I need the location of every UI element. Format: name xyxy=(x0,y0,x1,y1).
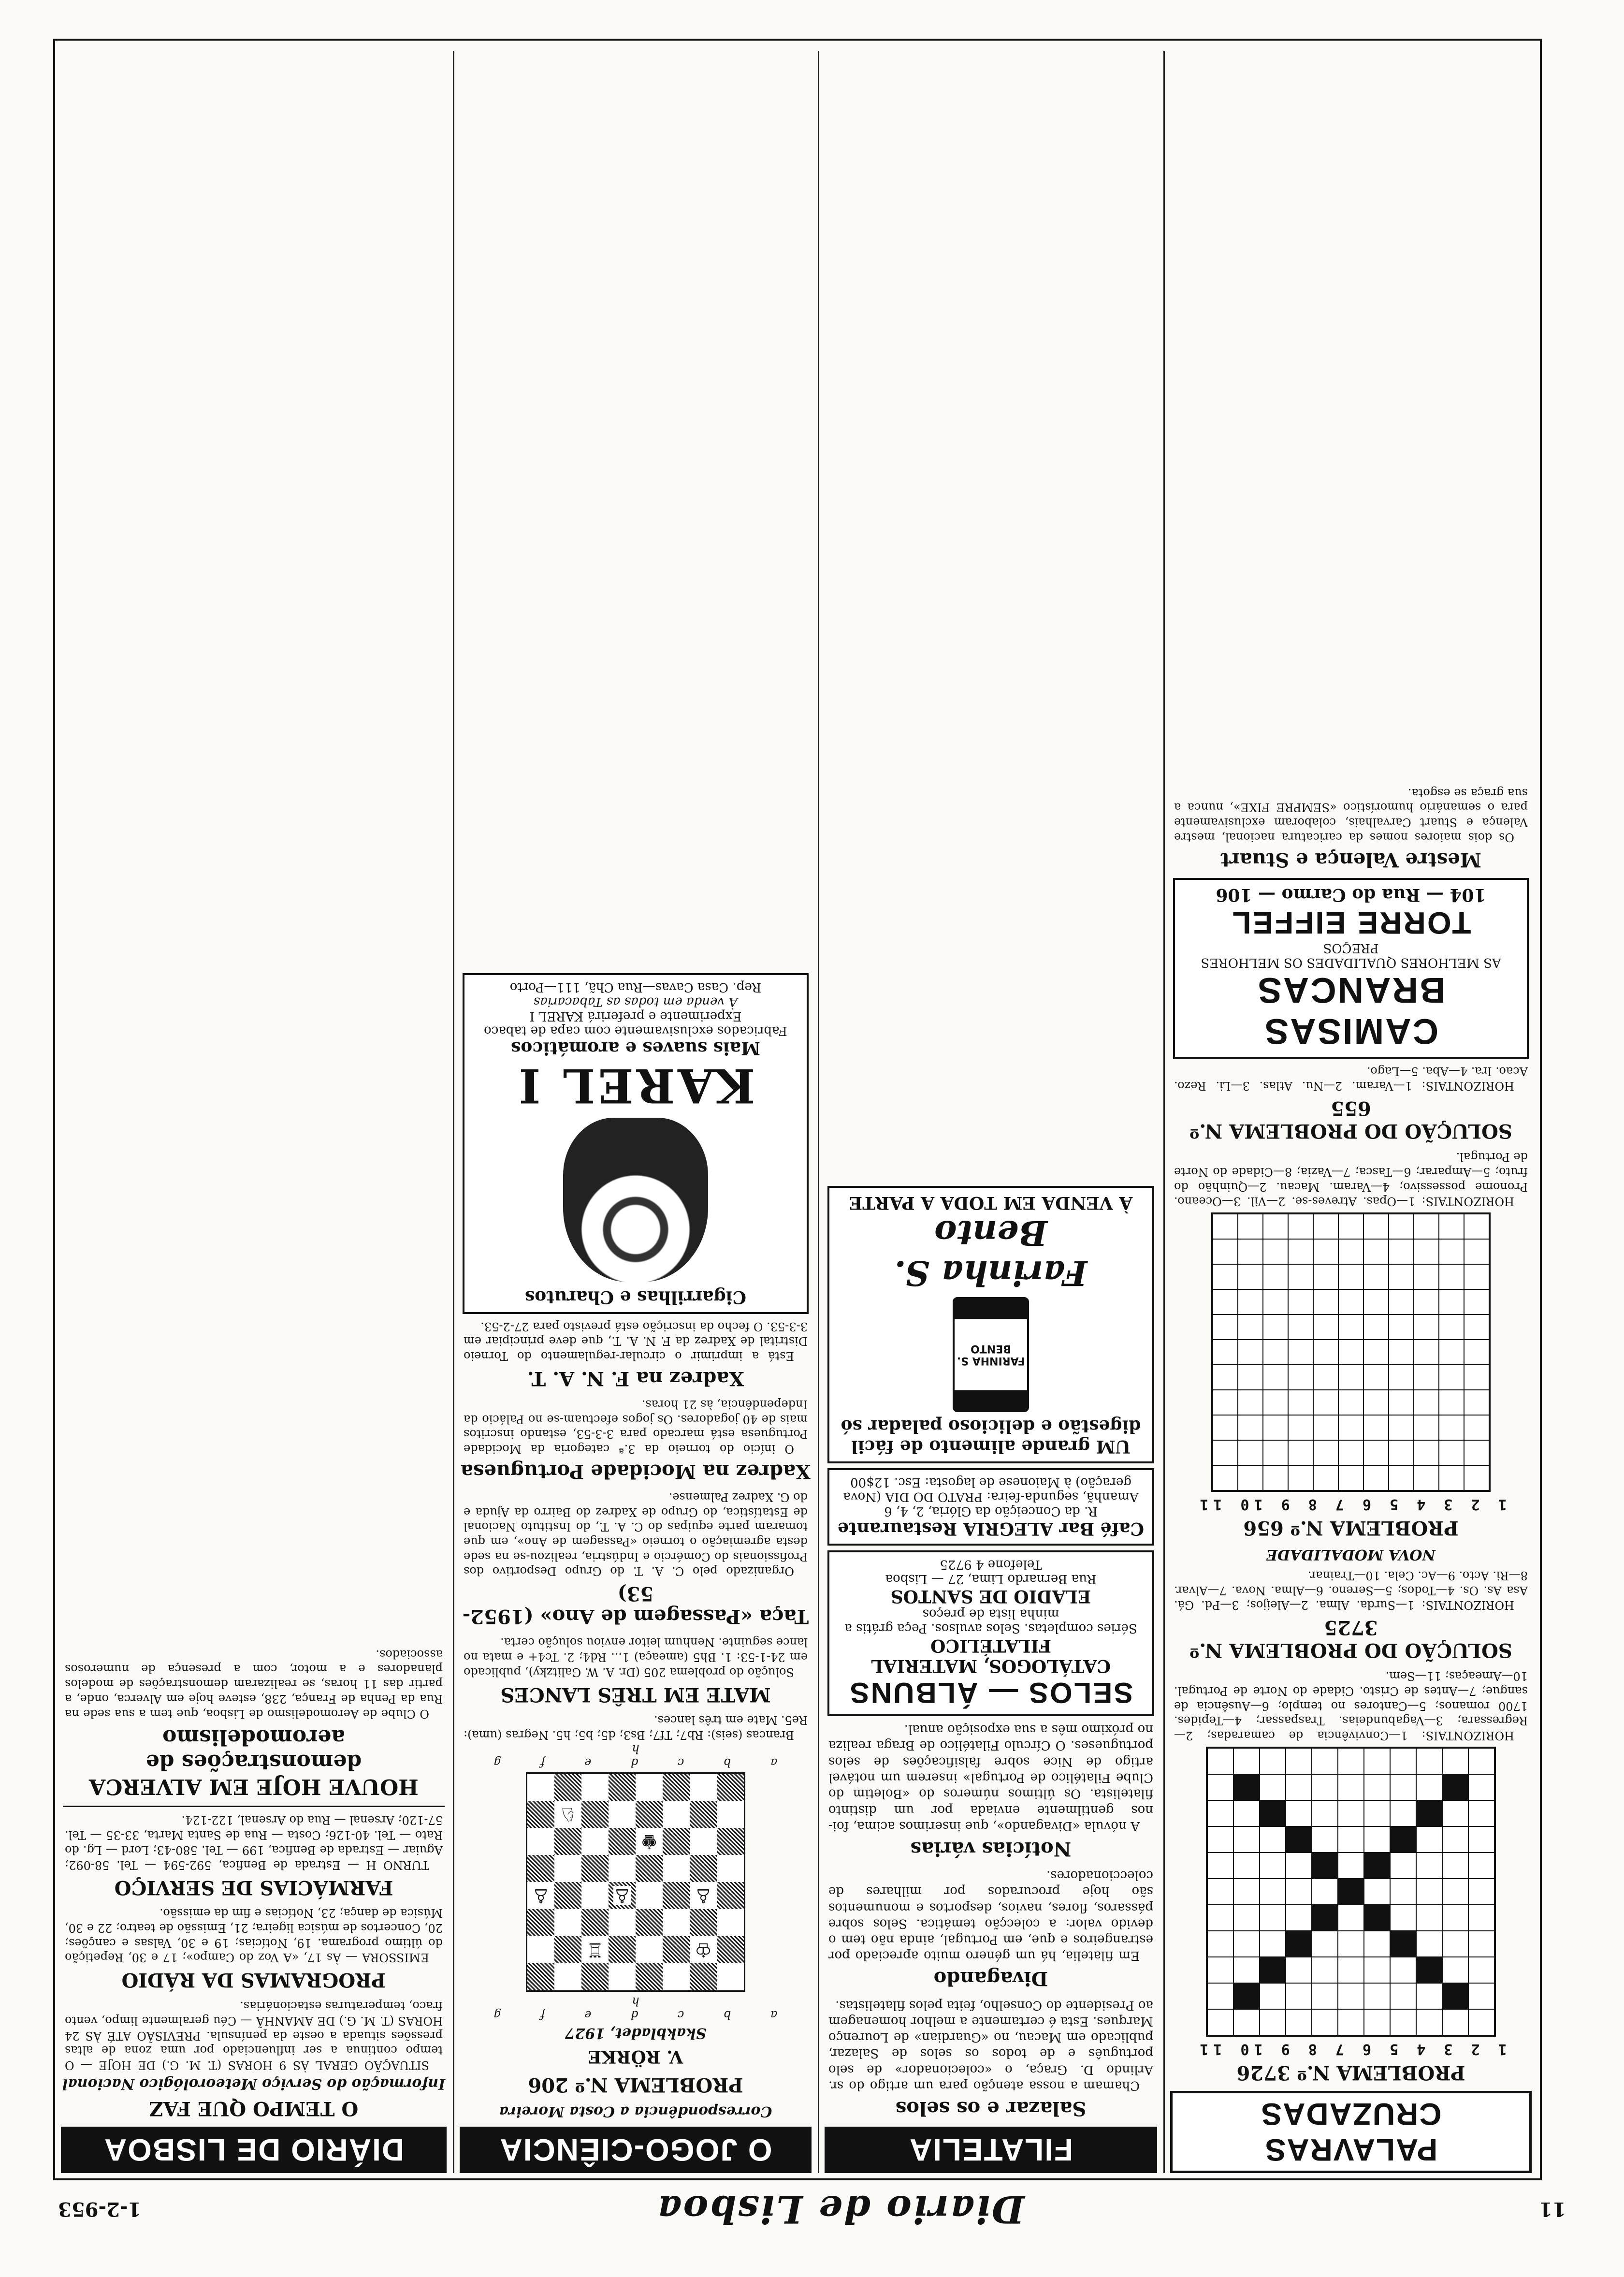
chess-square xyxy=(717,1936,744,1963)
chess-square xyxy=(581,1963,609,1990)
jogo-correspondence: Correspondência a Costa Moreira xyxy=(499,2103,772,2120)
filatelia-title: FILATELIA xyxy=(825,2127,1157,2173)
board-files-bottom: a b c d e f g h xyxy=(476,1742,778,1769)
chess-square xyxy=(717,1828,744,1855)
karel-portrait-icon xyxy=(563,1118,708,1282)
chess-square xyxy=(690,1855,717,1882)
chess-square xyxy=(581,1855,609,1882)
chess-source: Skakbladet, 1927 xyxy=(565,2025,707,2042)
chess-square xyxy=(690,1828,717,1855)
page-date: 1-2-953 xyxy=(58,2198,142,2221)
chess-square xyxy=(554,1936,581,1963)
chess-board xyxy=(526,1772,745,1992)
chess-square xyxy=(636,1963,663,1990)
chess-square xyxy=(554,1855,581,1882)
chess-problem-title: PROBLEMA N.º 206 xyxy=(528,2073,743,2096)
chess-square xyxy=(581,1774,609,1801)
chess-square xyxy=(663,1909,690,1936)
farmacias-head: FARMÁCIAS DE SERVIÇO xyxy=(114,1876,393,1899)
chess-square xyxy=(554,1909,581,1936)
chess-square xyxy=(527,1963,554,1990)
tempo-text: SITUAÇÃO GERAL ÀS 9 HORAS (T. M. G.) DE HOJE — O tempo continua a ser influenciado por uma zona de altas pressões situada a oeste da península. PREVISÃO ATÉ ÀS 24 HORAS (T. M. G.) DE AMANHÃ — Céu geralmente limpo, vento fraco, temperaturas estacionárias. xyxy=(65,1999,443,2072)
chess-square xyxy=(717,1882,744,1909)
farinha-can-icon xyxy=(953,1297,1029,1412)
alegria-ad xyxy=(827,1468,1154,1546)
chess-square xyxy=(636,1801,663,1828)
column-diario xyxy=(58,51,450,2173)
filatelia-art1-text: Chamam a nossa atenção para um artigo do sr. Arlindo D. Graça, o «colecionador» de selo português e de todos os selos de Salazar, publicado em Macau, no «Guardian» de Lourenço Marques. Esta é certamente a melhor homenagem ao Presidente do Conselho, feita pelos filatelistas. xyxy=(828,1998,1153,2093)
camisas-subtitle: AS MELHORES QUALIDADES OS MELHORES PREÇOS xyxy=(1201,940,1501,970)
chess-square xyxy=(636,1909,663,1936)
chess-square xyxy=(609,1963,636,1990)
column-rule-1 xyxy=(1163,51,1165,2173)
farmacias-text: TURNO H — Estrada de Benfica, 592-594 — Tel. 58-092; Aguiar — Estrada de Benfica, 199 — Tel. 580-43; Lord — Lg. do Rato — Tel. 40-126; Costa — Rua de Santa Marta, 33-35 — Tel. 57-120; Arsenal — Rua do Arsenal, 122-124. xyxy=(65,1813,443,1872)
solution-655-text: HORIZONTAIS: 1—Varam. 2—Nu. Atlas. 3—Li. Rezo. Acao. Ira. 4—Aba. 5—Lago. xyxy=(1174,1064,1528,1093)
karel-note: Fabricados exclusivamente com capa de tabaco xyxy=(484,1023,787,1038)
paper-name: Diario de Lisboa xyxy=(656,2187,1025,2232)
chess-square xyxy=(554,1882,581,1909)
chess-square xyxy=(690,1963,717,1990)
chess-square xyxy=(609,1774,636,1801)
divider xyxy=(63,1806,445,1807)
chess-square xyxy=(690,1936,717,1963)
chess-square xyxy=(717,1909,744,1936)
page-number: 11 xyxy=(1539,2198,1566,2221)
fnat-head: Xadrez na F. N. A. T. xyxy=(527,1367,744,1390)
chess-square xyxy=(527,1855,554,1882)
chess-square xyxy=(690,1882,717,1909)
farinha-can-label: FARINHA S. BENTO xyxy=(957,1342,1025,1367)
horizontais-656: HORIZONTAIS: 1—Opas. Atreves-se. 2—Vil. 3—Oceano. Pronome possessivo; 4—Varam. Macau. 2—Quinhão do fruto; 5—Amparar; 6—Tasca; 7—Vazia; 8—Cidade do Norte de Portugal. xyxy=(1174,1150,1528,1209)
chess-square xyxy=(581,1882,609,1909)
valenca-headline: Mestre Valença e Stuart xyxy=(1220,848,1481,871)
problem-656-title: PROBLEMA N.º 656 xyxy=(1243,1517,1459,1540)
karel-sub: Mais suaves e aromáticos xyxy=(511,1038,760,1059)
chess-square xyxy=(554,1801,581,1828)
karel-ad xyxy=(463,973,809,1314)
chess-square xyxy=(663,1936,690,1963)
mocidade-text: O início do torneio da 3.ª categoria da Mocidade Portuguesa está marcado para 3-3-53, estando inscritos mais de 40 jogadores. Os jogos efectuam-se no Palácio da Independência, às 21 horas. xyxy=(464,1397,808,1456)
chess-square xyxy=(609,1882,636,1909)
chess-author: V. RÖRKE xyxy=(588,2046,683,2067)
camisas-title: CAMISAS BRANCAS xyxy=(1256,970,1446,1051)
filatelia-art3-head: Notícias várias xyxy=(910,1837,1072,1860)
radio-head: PROGRAMAS DA RÁDIO xyxy=(121,1969,386,1992)
chess-square xyxy=(717,1774,744,1801)
karel-rep: Rep. Casa Cavas—Rua Chã, 111—Porto xyxy=(509,980,762,995)
crossword-grid-3726 xyxy=(1206,1747,1496,2037)
chess-square xyxy=(663,1855,690,1882)
problem-3726-title: PROBLEMA N.º 3726 xyxy=(1236,2061,1465,2084)
chess-square xyxy=(527,1909,554,1936)
chess-square xyxy=(527,1828,554,1855)
filatelia-art1-head: Salazar e os selos xyxy=(895,2097,1087,2120)
chess-square xyxy=(581,1909,609,1936)
chess-square xyxy=(527,1936,554,1963)
chess-square xyxy=(554,1774,581,1801)
torre-eiffel-name: TORRE EIFFEL xyxy=(1231,905,1471,940)
chess-square xyxy=(717,1801,744,1828)
chess-square xyxy=(554,1963,581,1990)
column-rule-3 xyxy=(453,51,454,2173)
chess-solution-head: MATE EM TRÊS LANCES xyxy=(500,1683,771,1706)
chess-piece-icon: ♘ xyxy=(559,1803,577,1825)
alegria-address: R. da Conceição da Glória, 2, 4, 6 xyxy=(884,1503,1098,1518)
tempo-head: O TEMPO QUE FAZ xyxy=(149,2097,359,2120)
farinha-text: UM grande alimento de fácil digestão e delicioso paladar só xyxy=(841,1416,1141,1457)
selos-ad xyxy=(827,1550,1154,1716)
selos-text: Séries completas. Selos avulsos. Peça grátis a minha lista de preços xyxy=(844,1606,1137,1635)
alegria-head: Café Bar ALEGRIA Restaurante xyxy=(837,1518,1145,1539)
board-files-top: a b c d e f g h xyxy=(476,1995,778,2022)
chess-square xyxy=(636,1774,663,1801)
mocidade-head: Xadrez na Mocidade Portuguesa xyxy=(461,1460,811,1483)
chess-piece-icon: ♖ xyxy=(586,1939,604,1961)
torre-eiffel-address: 104 — Rua do Carmo — 106 xyxy=(1216,884,1486,905)
chess-square xyxy=(581,1936,609,1963)
alverca-head: HOUVE HOJE EM ALVERCA demonstrações de aeromodelismo xyxy=(89,1724,419,1799)
chess-square xyxy=(527,1882,554,1909)
chess-square xyxy=(663,1882,690,1909)
chess-solution-text: Solução do problema 205 (Dr. A. W. Galitzky), publicado em 24-1-53: 1. Bh5 (ameaça) 1... Rd4; 2. Tc4+ e mata no lance seguinte. Nenhum leitor enviou solução certa. xyxy=(464,1635,808,1679)
solution-3725-text: HORIZONTAIS: 1—Surda. Alma. 2—Aleijos; 3—Pd. Gá. Asa As. Os. 4—Todos; 5—Sereno. 6—Alma. Nova. 7—Alvar. 8—Ri. Acto. 9—Ac. Cela. 10—Trainar. xyxy=(1174,1568,1528,1612)
chess-square xyxy=(609,1801,636,1828)
crosswords-title: PALAVRAS CRUZADAS xyxy=(1170,2091,1532,2173)
solution-3725-title: SOLUÇÃO DO PROBLEMA N.º 3725 xyxy=(1189,1616,1512,1662)
chess-square xyxy=(717,1855,744,1882)
nova-modalidade: NOVA MODALIDADE xyxy=(1266,1546,1436,1563)
diario-title: DIÁRIO DE LISBOA xyxy=(61,2127,447,2173)
chess-square xyxy=(717,1963,744,1990)
selos-title: SELOS — ÁLBUNS xyxy=(848,1676,1133,1709)
karel-name: KAREL I xyxy=(516,1058,755,1113)
chess-piece-icon: ♙ xyxy=(695,1884,712,1907)
chess-piece-icon: ♙ xyxy=(532,1884,550,1907)
eladio-name: ELADIO DE SANTOS xyxy=(890,1586,1091,1606)
karel-tagline: Cigarrilhas e Charutos xyxy=(524,1287,747,1308)
taca-head: Taça «Passagem de Ano» (1952-53) xyxy=(462,1582,809,1628)
filatelia-art3-text: A nóvula «Divagando», que inserimos acima, foi-nos gentilmente enviada por um distinto filatelista. Os últimos números do «Boletim do Clube Filatélico de Portugal» inserem um notável artigo de Nice sobre falsificações de selos portugueses. O Círculo Filatélico de Braga realiza no próximo mês a sua exposição anual. xyxy=(828,1722,1153,1833)
chess-square xyxy=(663,1801,690,1828)
karel-sale: À venda em todas as Tabacarias xyxy=(533,994,738,1009)
fnat-text: Está a imprimir o circular-regulamento do Torneio Distrital de Xadrez da F. N. A. T., que deve principiar em 3-3-53. O fecho da inscrição está previsto para 27-2-53. xyxy=(464,1319,808,1363)
chess-square xyxy=(636,1828,663,1855)
alverca-text: O Clube de Aeromodelismo de Lisboa, que tem a sua sede na Rua da Penha de França, 238, esteve hoje em Alverca, onde, a partir das 11 horas, se realizaram demonstrações de modelos planadores e a motor, com a presença de numerosos associados. xyxy=(65,1647,443,1721)
grid-656-numbers: 1 2 3 4 5 6 7 8 9 10 11 xyxy=(1195,1496,1507,1513)
crossword-grid-656 xyxy=(1211,1212,1491,1492)
chess-square xyxy=(609,1828,636,1855)
karel-try: Experimente e preferirá KAREL I xyxy=(529,1009,742,1024)
chess-square xyxy=(554,1828,581,1855)
chess-square xyxy=(690,1774,717,1801)
chess-square xyxy=(527,1774,554,1801)
chess-square xyxy=(636,1882,663,1909)
chess-square xyxy=(527,1801,554,1828)
chess-piece-icon: ♚ xyxy=(640,1830,658,1853)
chess-square xyxy=(609,1936,636,1963)
column-crosswords xyxy=(1167,51,1535,2173)
chess-square xyxy=(663,1963,690,1990)
tempo-sub: Informação do Serviço Meteorológico Nacional xyxy=(62,2075,446,2092)
filatelia-art2-head: Divagando xyxy=(933,1967,1048,1990)
chess-square xyxy=(663,1774,690,1801)
chess-square xyxy=(636,1855,663,1882)
alegria-text: Amanhã, segunda-feira: PRATO DO DIA (Nova geração) à Maionese de lagosta: Esc. 12$00 xyxy=(843,1474,1139,1504)
filatelia-art2-text: Em filatelia, há um género muito apreciado por estrangeiros e que, em Portugal, ainda não tem o devido valor: a colecção temática. Selos sobre pássaros, flores, navios, desportos e monumentos são hoje procurados por milhares de coleccionadores. xyxy=(828,1868,1153,1963)
chess-square xyxy=(609,1909,636,1936)
jogo-title: O JOGO-CIÊNCIA xyxy=(460,2127,812,2173)
chess-piece-icon: ♙ xyxy=(613,1884,631,1907)
column-filatelia xyxy=(822,51,1160,2173)
chess-piece-icon: ♔ xyxy=(695,1939,712,1961)
radio-text: EMISSORA — Às 17, «A Voz do Campo»; 17 e 30, Repetição do último programa. 19, Notícias; 19 e 30, Valsas e canções; 20, Concertos de música ligeira; 21, Emissão de teatro; 22 e 30, Música de dança; 23, Notícias e fim da emissão. xyxy=(65,1906,443,1965)
farinha-sale: À VENDA EM TODA A PARTE xyxy=(849,1192,1133,1213)
eladio-address: Rua Bernardo Lima, 27 — Lisboa xyxy=(885,1571,1097,1586)
chess-square xyxy=(690,1909,717,1936)
chess-square xyxy=(636,1936,663,1963)
column-jogo xyxy=(457,51,814,2173)
eladio-phone: Telefone 4 9725 xyxy=(940,1557,1042,1572)
column-rule-2 xyxy=(818,51,819,2173)
farinha-brand: Farinha S. Bento xyxy=(894,1212,1088,1293)
masthead xyxy=(58,2188,1566,2231)
chess-square xyxy=(609,1855,636,1882)
camisas-ad xyxy=(1173,878,1529,1059)
chess-task: Brancas (seis): Rb7; Tf7; Bs3; d5; b5; h5. Negras (uma): Re5. Mate em três lances. xyxy=(464,1713,808,1742)
chess-square xyxy=(690,1801,717,1828)
chess-square xyxy=(663,1828,690,1855)
chess-square xyxy=(581,1828,609,1855)
valenca-text: Os dois maiores nomes da caricatura nacional, mestre Valença e Stuart Carvalhais, colaboram exclusivamente para o semanário humorístico «SEMPRE FIXE», nunca a sua graça se esgota. xyxy=(1174,786,1528,844)
selos-subtitle: CATÁLOGOS, MATERIAL FILATÉLICO xyxy=(871,1635,1111,1676)
farinha-ad xyxy=(827,1186,1154,1463)
horizontais-3726: HORIZONTAIS: 1—Convivência de camaradas; 2—Regressara; 3—Vagabundeias. Traspassar; 4—Tepides. 1700 romanos; 5—Cantores no templo; 6—Ausência de sangue; 7—Antes de Cristo. Cidade do Norte de Portugal. 10—Ameaças; 11—Sem. xyxy=(1174,1669,1528,1742)
solution-655-title: SOLUÇÃO DO PROBLEMA N.º 655 xyxy=(1189,1097,1512,1143)
chess-square xyxy=(581,1801,609,1828)
grid-column-numbers: 1 2 3 4 5 6 7 8 9 10 11 xyxy=(1195,2041,1507,2058)
taca-text: Organizado pelo C. A. T. do Grupo Desportivo dos Profissionais do Comércio e Indústria, realizou-se na sede desta agremiação o torneio «Passagem de Ano», em que tomaram parte equipas do C. A. T., do Instituto Nacional de Estatística, do Grupo de Xadrez do Bairro da Ajuda e do G. Xadrez Palmense. xyxy=(464,1490,808,1578)
